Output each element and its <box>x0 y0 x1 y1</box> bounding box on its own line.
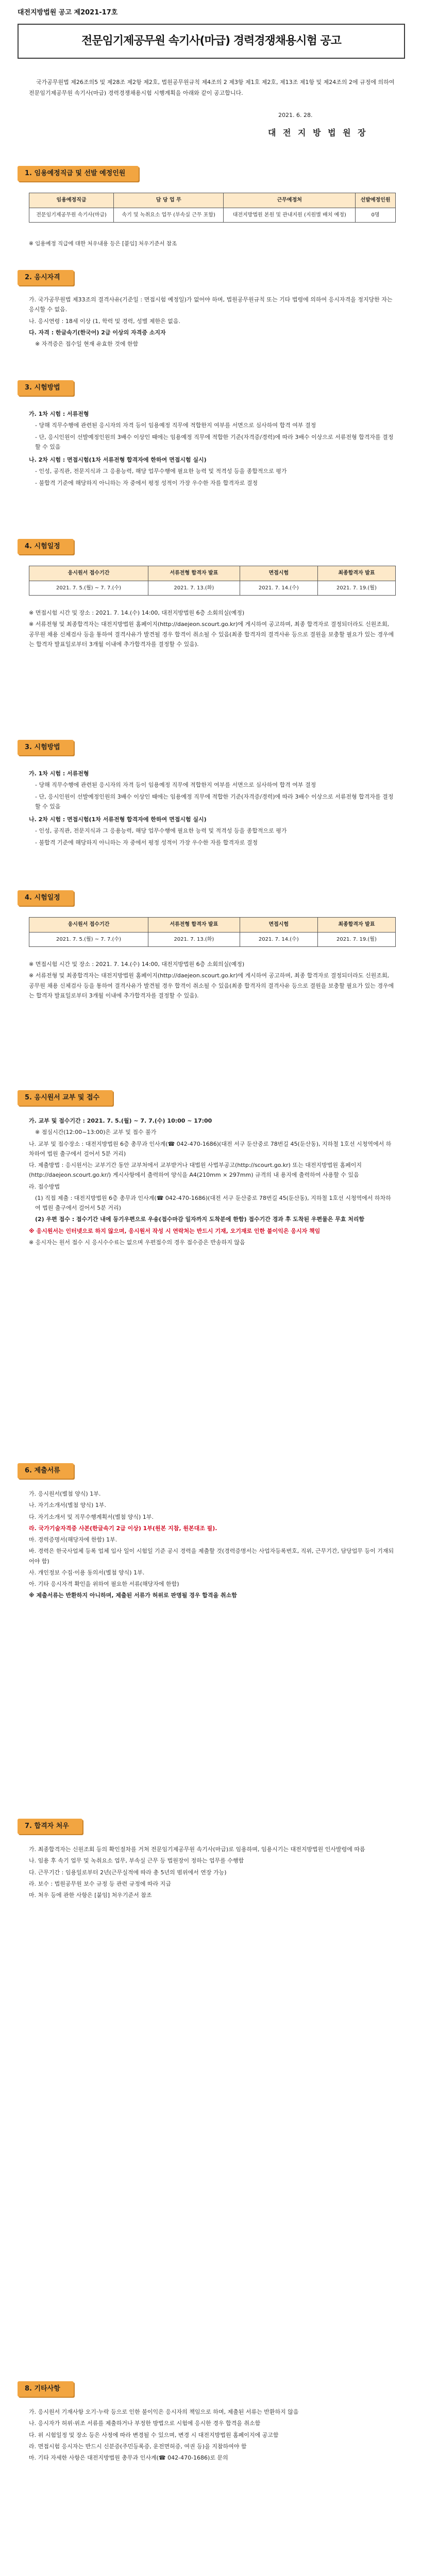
section-body-3 <box>29 406 396 489</box>
sub-heading: 가. 1차 시험 : 서류전형 <box>29 770 89 777</box>
list-item: 가. 최종합격자는 신원조회 등의 확인절차를 거쳐 전문임기제공무원 속기사(마급)로 임용하며, 임용시기는 대전지방법원 인사발령에 따름 <box>29 1846 365 1853</box>
list-item: 다. 자기소개서 및 직무수행계획서(별첨 양식) 1부. <box>29 1513 154 1520</box>
list-item: 마. 기타 자세한 사항은 대전지방법원 총무과 인사계(☎ 042-470-1686)로 문의 <box>29 2454 228 2461</box>
list-item: 나. 임용 후 속기 업무 및 녹취요소 업무, 부속실 근무 등 법원장이 정하는 업무를 수행함 <box>29 1857 244 1865</box>
list-item: 나. 응시자가 허위·위조 서류를 제출하거나 부정한 방법으로 시험에 응시한 경우 합격을 취소함 <box>29 2420 261 2427</box>
section-header-6: 6. 제출서류 <box>18 1463 74 1479</box>
section-header-1: 1. 임용예정직급 및 선발 예정인원 <box>18 166 139 181</box>
list-item: ※ 점심시간(12:00~13:00)은 교부 및 접수 불가 <box>35 1129 157 1136</box>
table-header: 면접시험 <box>240 918 317 933</box>
list-item: 사. 개인정보 수집·이용 동의서(별첨 양식) 1부. <box>29 1569 145 1576</box>
section-header-7: 7. 합격자 처우 <box>18 1819 82 1834</box>
page-title: 전문임기제공무원 속기사(마급) 경력경쟁채용시험 공고 <box>81 34 341 47</box>
section-header-5: 5. 응시원서 교부 및 접수 <box>18 1090 113 1106</box>
section-header-2: 2. 응시자격 <box>18 270 74 285</box>
section-notes-4 <box>29 608 396 651</box>
table-header: 담 당 업 무 <box>114 193 224 208</box>
position-table <box>29 193 396 223</box>
list-item: - 인성, 공직관, 전문지식과 그 응용능력, 해당 업무수행에 필요한 능력 및 적격성 등을 종합적으로 평가 <box>35 468 287 475</box>
table-cell: 대전지방법원 본원 및 관내지원 (지원별 배치 예정) <box>224 208 356 223</box>
table-cell: 2021. 7. 5.(월) ~ 7. 7.(수) <box>29 581 148 596</box>
section-header-3: 3. 시험방법 <box>18 380 74 396</box>
sub-heading: 가. 1차 시험 : 서류전형 <box>29 411 89 417</box>
table-cell: 2021. 7. 5.(월) ~ 7. 7.(수) <box>29 932 148 947</box>
schedule-table <box>29 566 396 596</box>
list-item: 바. 경력은 한국사업체 등록 업체 입사 일이 시험일 기준 공시 경력을 제출할 것(경력증명서는 사업자등록번호, 직위, 근무기간, 담당업무 등이 기재되어야 함) <box>29 1548 394 1565</box>
notice-number: 대전지방법원 공고 제2021-17호 <box>18 9 118 16</box>
list-item: (1) 직접 제출 : 대전지방법원 6층 총무과 인사계(☎ 042-470-1686)(대전 서구 둔산중로 78번길 45(둔산동), 지하철 1호선 시청역에서 하차하여 법원 출구에서 걸어서 5분 거리) <box>35 1194 391 1211</box>
sub-heading: 나. 2차 시험 : 면접시험(1차 서류전형 합격자에 한하여 면접시험 실시) <box>29 456 207 463</box>
list-item: ※ 자격증은 접수일 현재 유효한 것에 한함 <box>35 341 139 347</box>
list-item: 라. 면접시험 응시자는 반드시 신분증(주민등록증, 운전면허증, 여권 등)을 지참하여야 함 <box>29 2443 247 2450</box>
list-item: 나. 자기소개서(별첨 양식) 1부. <box>29 1502 106 1509</box>
list-item: ※ 면접시험 시간 및 장소 : 2021. 7. 14.(수) 14:00, 대전지방법원 6층 소회의실(예정) <box>29 609 245 616</box>
intro-paragraph: 국가공무원법 제26조의5 및 제28조 제2항 제2호, 법원공무원규칙 제4조의 2 제3항 제1호 제2호, 제13조 제1항 및 제24조의 2에 규정에 의하여 전문임기제공무원 속기사(마급) 경력경쟁채용시험 시행계획을 아래와 같이 공고합니다. <box>29 79 395 96</box>
section-note: ※ 임용예정 직급에 대한 처우내용 등은 [붙임] 처우기준서 참조 <box>29 241 177 247</box>
table-header: 서류전형 합격자 발표 <box>148 918 240 933</box>
table-cell: 전문임기제공무원 속기사(마급) <box>29 208 114 223</box>
list-item: 나. 교부 및 접수장소 : 대전지방법원 6층 총무과 인사계(☎ 042-470-1686)(대전 서구 둔산중로 78번길 45(둔산동), 지하철 1호선 시청역에서 하차하여 법원 출구에서 걸어서 5분 거리) <box>29 1140 392 1157</box>
list-item: ※ 면접시험 시간 및 장소 : 2021. 7. 14.(수) 14:00, 대전지방법원 6층 소회의실(예정) <box>29 961 245 968</box>
list-item: - 단, 응시인원이 선발예정인원의 3배수 이상인 때에는 임용예정 직무에 적합한 기준(자격증/경력)에 따라 3배수 이상으로 서류전형 합격자를 결정할 수 있음 <box>35 793 394 810</box>
list-item: - 인성, 공직관, 전문지식과 그 응용능력, 해당 업무수행에 필요한 능력 및 적격성 등을 종합적으로 평가 <box>35 827 287 835</box>
section-notes-4-repeat <box>29 959 396 1002</box>
list-item: ※ 응시원서는 인터넷으로 하지 않으며, 응시원서 작성 시 연락처는 반드시 기재, 오기재로 인한 불이익은 응시자 책임 <box>29 1227 321 1234</box>
section-header-4: 4. 시험일정 <box>18 539 74 554</box>
list-item: ※ 응시자는 원서 접수 시 응시수수료는 없으며 우편접수의 경우 접수증은 반송하지 않음 <box>29 1239 245 1246</box>
list-item: 다. 위 시험일정 및 장소 등은 사정에 따라 변경될 수 있으며, 변경 시 대전지방법원 홈페이지에 공고함 <box>29 2431 279 2438</box>
title-box <box>18 24 405 59</box>
list-item: 라. 국가기술자격증 사본(한글속기 2급 이상) 1부(원본 지참, 원본대조 필). <box>29 1524 217 1532</box>
section-header-3-repeat: 3. 시험방법 <box>18 740 74 755</box>
list-item: 가. 응시원서(별첨 양식) 1부. <box>29 1490 101 1497</box>
list-item: ※ 서류전형 및 최종합격자는 대전지방법원 홈페이지(http://daejeon.scourt.go.kr)에 게시하여 공고하며, 최종 합격자로 결정되더라도 신원조회, 공무원 채용 신체검사 등을 통하여 결격사유가 발견될 경우 합격이 취소될 수 있음(최종 합격자의 결격사유 등으로 결원을 보충할 필요가 있는 경우에는 합격자 발표일로부터 3개월 이내에 추가합격자를 결정할 수 있음). <box>29 621 394 648</box>
table-header: 서류전형 합격자 발표 <box>148 566 240 581</box>
table-cell: 속기 및 녹취요소 업무 (부속실 근무 포함) <box>114 208 224 223</box>
list-item: 가. 교부 및 접수기간 : 2021. 7. 5.(월) ~ 7. 7.(수) 10:00 ~ 17:00 <box>29 1117 212 1124</box>
list-item: - 당해 직무수행에 관련된 응시자의 자격 등이 임용예정 직무에 적합한지 여부를 서면으로 심사하여 합격 여부 결정 <box>35 422 316 429</box>
issuer-name: 대 전 지 방 법 원 장 <box>268 128 368 138</box>
table-cell: 0명 <box>356 208 396 223</box>
section-body-8 <box>29 2407 396 2464</box>
list-item: 가. 응시원서 기재사항 오기·누락 등으로 인한 불이익은 응시자의 책임으로 하며, 제출된 서류는 반환하지 않음 <box>29 2409 299 2415</box>
list-item: 가. 국가공무원법 제33조의 결격사유(기준일 : 면접시험 예정일)가 없어야 하며, 법원공무원규칙 또는 기타 법령에 의하여 응시자격을 정지당한 자는 응시할 수 없음. <box>29 296 393 313</box>
table-header: 최종합격자 발표 <box>317 566 395 581</box>
list-item: 마. 경력증명서(해당자에 한함) 1부. <box>29 1536 117 1543</box>
section-body-6 <box>29 1489 396 1602</box>
section-body-5 <box>29 1116 396 1249</box>
table-cell: 2021. 7. 13.(화) <box>148 581 240 596</box>
list-item: 아. 기타 응시자격 확인을 위하여 필요한 서류(해당자에 한함) <box>29 1581 179 1587</box>
list-item: - 당해 직무수행에 관련된 응시자의 자격 등이 임용예정 직무에 적합한지 여부를 서면으로 심사하여 합격 여부 결정 <box>35 782 316 789</box>
table-cell: 2021. 7. 19.(월) <box>317 932 395 947</box>
list-item: 나. 응시연령 : 18세 이상 (1, 학력 및 경력, 성별 제한은 없음. <box>29 317 180 325</box>
table-header: 선발예정인원 <box>356 193 396 208</box>
list-item: - 불합격 기준에 해당하지 아니하는 자 중에서 평정 성적이 가장 우수한 자를 합격자로 결정 <box>35 479 258 486</box>
section-header-4-repeat: 4. 시험일정 <box>18 890 74 906</box>
sub-heading: 나. 2차 시험 : 면접시험(1차 서류전형 합격자에 한하여 면접시험 실시) <box>29 816 207 823</box>
section-body-7 <box>29 1844 396 1902</box>
table-cell: 2021. 7. 13.(화) <box>148 932 240 947</box>
table-header: 응시원서 접수기간 <box>29 566 148 581</box>
list-item: 라. 보수 : 법원공무원 보수 규정 등 관련 규정에 따라 지급 <box>29 1880 171 1887</box>
list-item: 마. 처우 등에 관한 사항은 [붙임] 처우기준서 참조 <box>29 1892 152 1899</box>
list-item: 라. 접수방법 <box>29 1183 60 1190</box>
list-item: 다. 근무기간 : 임용일로부터 2년(근무실적에 따라 총 5년의 범위에서 연장 가능) <box>29 1869 227 1876</box>
notice-date: 2021. 6. 28. <box>278 112 313 118</box>
list-item: 다. 자격 : 한글속기(한국어) 2급 이상의 자격증 소지자 <box>29 329 166 336</box>
table-header: 근무예정처 <box>224 193 356 208</box>
table-header: 면접시험 <box>240 566 317 581</box>
table-cell: 2021. 7. 19.(월) <box>317 581 395 596</box>
list-item: - 불합격 기준에 해당하지 아니하는 자 중에서 평정 성적이 가장 우수한 자를 합격자로 결정 <box>35 839 258 846</box>
list-item: - 단, 응시인원이 선발예정인원의 3배수 이상인 때에는 임용예정 직무에 적합한 기준(자격증/경력)에 따라 3배수 이상으로 서류전형 합격자를 결정할 수 있음 <box>35 433 394 450</box>
list-item: 다. 제출방법 : 응시원서는 교부기간 동안 교부처에서 교부받거나 대법원 사법부공고(http://scourt.go.kr) 또는 대전지방법원 홈페이지(http://daejeon.scourt.go.kr/) 게시사항에서 출력하여 양식을 A4(210mm × 297mm) 규격의 내 용지에 출력하여 사용할 수 있음 <box>29 1162 362 1179</box>
list-item: ※ 서류전형 및 최종합격자는 대전지방법원 홈페이지(http://daejeon.scourt.go.kr)에 게시하여 공고하며, 최종 합격자로 결정되더라도 신원조회, 공무원 채용 신체검사 등을 통하여 결격사유가 발견될 경우 합격이 취소될 수 있음(최종 합격자의 결격사유 등으로 결원을 보충할 필요가 있는 경우에는 합격자 발표일로부터 3개월 이내에 추가합격자를 결정할 수 있음). <box>29 972 394 999</box>
section-body-2 <box>29 295 396 350</box>
list-item: (2) 우편 접수 : 접수기간 내에 등기우편으로 우송(접수마감 일자까지 도착분에 한함) 접수기간 경과 후 도착된 우편물은 무효 처리함 <box>35 1216 365 1223</box>
table-cell: 2021. 7. 14.(수) <box>240 581 317 596</box>
table-header: 응시원서 접수기간 <box>29 918 148 933</box>
schedule-table-repeat <box>29 917 396 947</box>
table-cell: 2021. 7. 14.(수) <box>240 932 317 947</box>
section-header-8: 8. 기타사항 <box>18 2381 74 2397</box>
list-item: ※ 제출서류는 반환하지 아니하며, 제출된 서류가 허위로 판명될 경우 합격을 취소함 <box>29 1592 237 1599</box>
table-header: 임용예정직급 <box>29 193 114 208</box>
section-body-3-repeat <box>29 766 396 849</box>
table-header: 최종합격자 발표 <box>317 918 395 933</box>
